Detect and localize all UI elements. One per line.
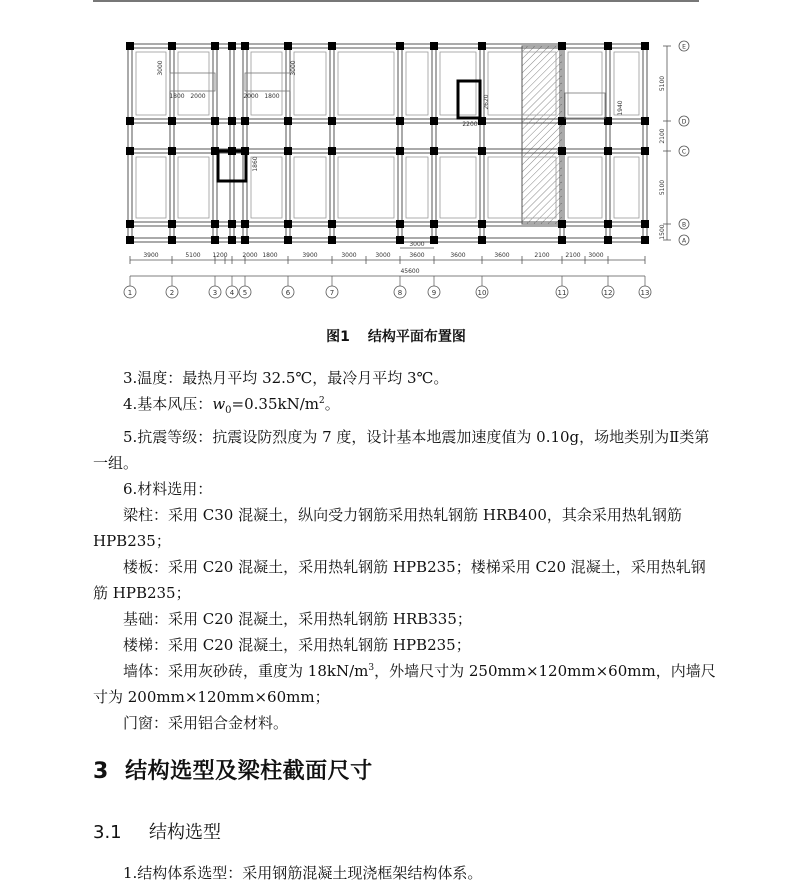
wall-exponent: 3: [368, 663, 375, 673]
column-mark: [328, 220, 336, 228]
structural-plan-drawing: [110, 18, 690, 303]
right-dimension: 2100: [659, 128, 666, 144]
column-mark: [228, 42, 236, 50]
column-mark: [168, 42, 176, 50]
section-3-number: 3: [93, 759, 109, 784]
bottom-dimension: 3900: [143, 252, 159, 259]
axis-label: 1: [127, 289, 133, 297]
column-mark: [478, 147, 486, 155]
column-mark: [284, 147, 292, 155]
column-mark: [168, 236, 176, 244]
material-beam-column: 梁柱：采用 C30 混凝土，纵向受力钢筋采用热轧钢筋 HRB400，其余采用热轧钢筋 HPB235；: [93, 506, 682, 550]
column-mark: [328, 236, 336, 244]
column-mark: [641, 220, 649, 228]
bottom-dimension: 1200: [212, 252, 228, 259]
wind-symbol: w: [212, 395, 226, 413]
opening-box: [218, 151, 246, 181]
section-3-1-title: 结构选型: [149, 822, 221, 843]
section-3-title: 结构选型及梁柱截面尺寸: [125, 759, 373, 784]
axis-label: 6: [285, 289, 291, 297]
item-seismic: 5.抗震等级：抗震设防烈度为 7 度，设计基本地震加速度值为 0.10g，场地类别为Ⅱ类第一组。: [93, 428, 710, 472]
wall-pre: 墙体：采用灰砂砖，重度为 18kN/m: [123, 662, 369, 680]
axis-label: 12: [603, 289, 613, 297]
column-mark: [558, 220, 566, 228]
total-dimension: 45600: [400, 268, 420, 275]
column-mark: [558, 236, 566, 244]
column-mark: [558, 42, 566, 50]
column-mark: [126, 42, 134, 50]
column-mark: [328, 117, 336, 125]
column-mark: [396, 236, 404, 244]
bottom-dimension: 1800: [262, 252, 278, 259]
axis-label: C: [681, 148, 687, 156]
bottom-dimension: 3600: [494, 252, 510, 259]
inner-dimension: 2000: [243, 93, 259, 100]
column-mark: [211, 117, 219, 125]
bottom-dimension: 2100: [565, 252, 581, 259]
column-mark: [478, 42, 486, 50]
axis-label: A: [681, 237, 687, 245]
column-mark: [604, 220, 612, 228]
column-mark: [168, 220, 176, 228]
column-mark: [211, 236, 219, 244]
item-wind-pressure: [93, 391, 719, 424]
inner-dimension: 2620: [483, 94, 490, 110]
column-mark: [211, 220, 219, 228]
right-dimension: 1500: [659, 224, 666, 240]
bottom-dimension: 3000: [588, 252, 604, 259]
bottom-dimension: 3000: [341, 252, 357, 259]
inner-dimension: 1860: [252, 156, 259, 172]
wind-end: 。: [324, 395, 340, 413]
structural-plan-figure: [110, 18, 690, 303]
section-3-1-heading: [93, 818, 221, 844]
opening-box: [458, 81, 480, 118]
wind-label: 4.基本风压：: [123, 395, 213, 413]
column-mark: [228, 220, 236, 228]
column-mark: [228, 236, 236, 244]
material-foundation: 基础：采用 C20 混凝土，采用热轧钢筋 HRB335；: [123, 610, 472, 628]
inner-dimension: 1800: [264, 93, 280, 100]
bottom-dimension: 3600: [409, 252, 425, 259]
column-mark: [284, 236, 292, 244]
axis-label: 2: [169, 289, 175, 297]
slab-panel: [338, 52, 394, 115]
slab-panel: [178, 157, 209, 218]
column-mark: [241, 42, 249, 50]
slab-panel: [178, 52, 209, 115]
bottom-dimension: 2100: [534, 252, 550, 259]
column-mark: [328, 147, 336, 155]
column-mark: [430, 117, 438, 125]
column-mark: [558, 147, 566, 155]
column-mark: [478, 236, 486, 244]
inner-dimension: 3000: [290, 60, 297, 76]
axis-label: 9: [431, 289, 437, 297]
wind-subscript: 0: [225, 405, 232, 416]
slab-panel: [338, 157, 394, 218]
bottom-dimension: 3000: [375, 252, 391, 259]
column-mark: [211, 42, 219, 50]
column-mark: [641, 236, 649, 244]
column-mark: [228, 117, 236, 125]
bottom-dimension: 5100: [185, 252, 201, 259]
upper-dimension: 3000: [409, 241, 425, 248]
column-mark: [126, 147, 134, 155]
inner-dimension: 1800: [169, 93, 185, 100]
slab-panel: [568, 157, 602, 218]
axis-label: 7: [329, 289, 335, 297]
column-mark: [241, 117, 249, 125]
column-mark: [126, 117, 134, 125]
axis-label: 13: [640, 289, 650, 297]
inner-dimension: 2000: [190, 93, 206, 100]
axis-label: B: [681, 221, 687, 229]
column-mark: [396, 117, 404, 125]
axis-label: 11: [557, 289, 567, 297]
material-window: 门窗：采用铝合金材料。: [123, 714, 289, 732]
wind-exponent: 2: [319, 396, 325, 406]
column-mark: [396, 220, 404, 228]
right-dimension: 5100: [659, 75, 666, 92]
structure-system-item: 1.结构体系选型：采用钢筋混凝土现浇框架结构体系。: [123, 864, 483, 882]
inner-dimension: 2200: [462, 121, 478, 128]
column-mark: [241, 236, 249, 244]
item-materials: 6.材料选用：: [123, 480, 213, 498]
column-mark: [641, 42, 649, 50]
inner-dimension: 1940: [617, 100, 624, 116]
column-mark: [284, 117, 292, 125]
slab-panel: [406, 157, 428, 218]
section-3-1-number: 3.1: [93, 822, 122, 843]
item-temperature: 3.温度：最热月平均 32.5℃，最冷月平均 3℃。: [123, 369, 449, 387]
section-3-heading: [93, 754, 373, 785]
axis-label: 3: [212, 289, 218, 297]
bottom-dimension: 3900: [302, 252, 318, 259]
column-mark: [604, 236, 612, 244]
inner-dimension: 3000: [157, 60, 164, 76]
slab-panel: [136, 157, 166, 218]
column-mark: [126, 220, 134, 228]
axis-label: D: [681, 118, 687, 126]
material-stair: 楼梯：采用 C20 混凝土，采用热轧钢筋 HPB235；: [123, 636, 471, 654]
column-mark: [641, 147, 649, 155]
column-mark: [126, 236, 134, 244]
axis-label: 8: [397, 289, 403, 297]
bottom-dimension: 2000: [242, 252, 258, 259]
axis-label: E: [682, 43, 686, 51]
stair-mark: [170, 73, 215, 91]
column-mark: [284, 220, 292, 228]
caption-text: 结构平面布置图: [367, 329, 466, 345]
stair-mark: [245, 73, 290, 91]
axis-label: 5: [242, 289, 248, 297]
column-mark: [328, 42, 336, 50]
slab-panel: [294, 52, 326, 115]
bottom-dimension: 3600: [450, 252, 466, 259]
column-mark: [430, 147, 438, 155]
wind-value: =0.35kN/m: [231, 395, 319, 413]
slab-panel: [614, 157, 639, 218]
column-mark: [284, 42, 292, 50]
slab-panel: [440, 157, 476, 218]
body-text: [93, 365, 719, 736]
column-mark: [396, 42, 404, 50]
caption-label: 图1: [326, 329, 350, 345]
axis-label: 4: [229, 289, 235, 297]
column-mark: [396, 147, 404, 155]
column-mark: [430, 220, 438, 228]
column-mark: [604, 147, 612, 155]
axis-label: 10: [477, 289, 487, 297]
slab-panel: [251, 52, 282, 115]
page-top-rule: [93, 0, 699, 2]
figure-caption: [0, 326, 792, 346]
material-wall: [93, 658, 719, 710]
right-dimension: 5100: [659, 179, 666, 196]
stair-mark: [565, 93, 605, 118]
column-mark: [241, 220, 249, 228]
column-mark: [604, 42, 612, 50]
column-mark: [168, 147, 176, 155]
column-mark: [430, 236, 438, 244]
column-mark: [641, 117, 649, 125]
slab-panel: [568, 52, 602, 115]
material-slab: 楼板：采用 C20 混凝土，采用热轧钢筋 HPB235；楼梯采用 C20 混凝土，采用热轧钢筋 HPB235；: [93, 558, 706, 602]
slab-panel: [406, 52, 428, 115]
slab-panel: [294, 157, 326, 218]
column-mark: [168, 117, 176, 125]
wall-post: ，外墙尺寸为 250mm×120mm×60mm，内墙尺寸为 200mm×120mm×60mm；: [93, 662, 716, 706]
column-mark: [430, 42, 438, 50]
column-mark: [478, 220, 486, 228]
